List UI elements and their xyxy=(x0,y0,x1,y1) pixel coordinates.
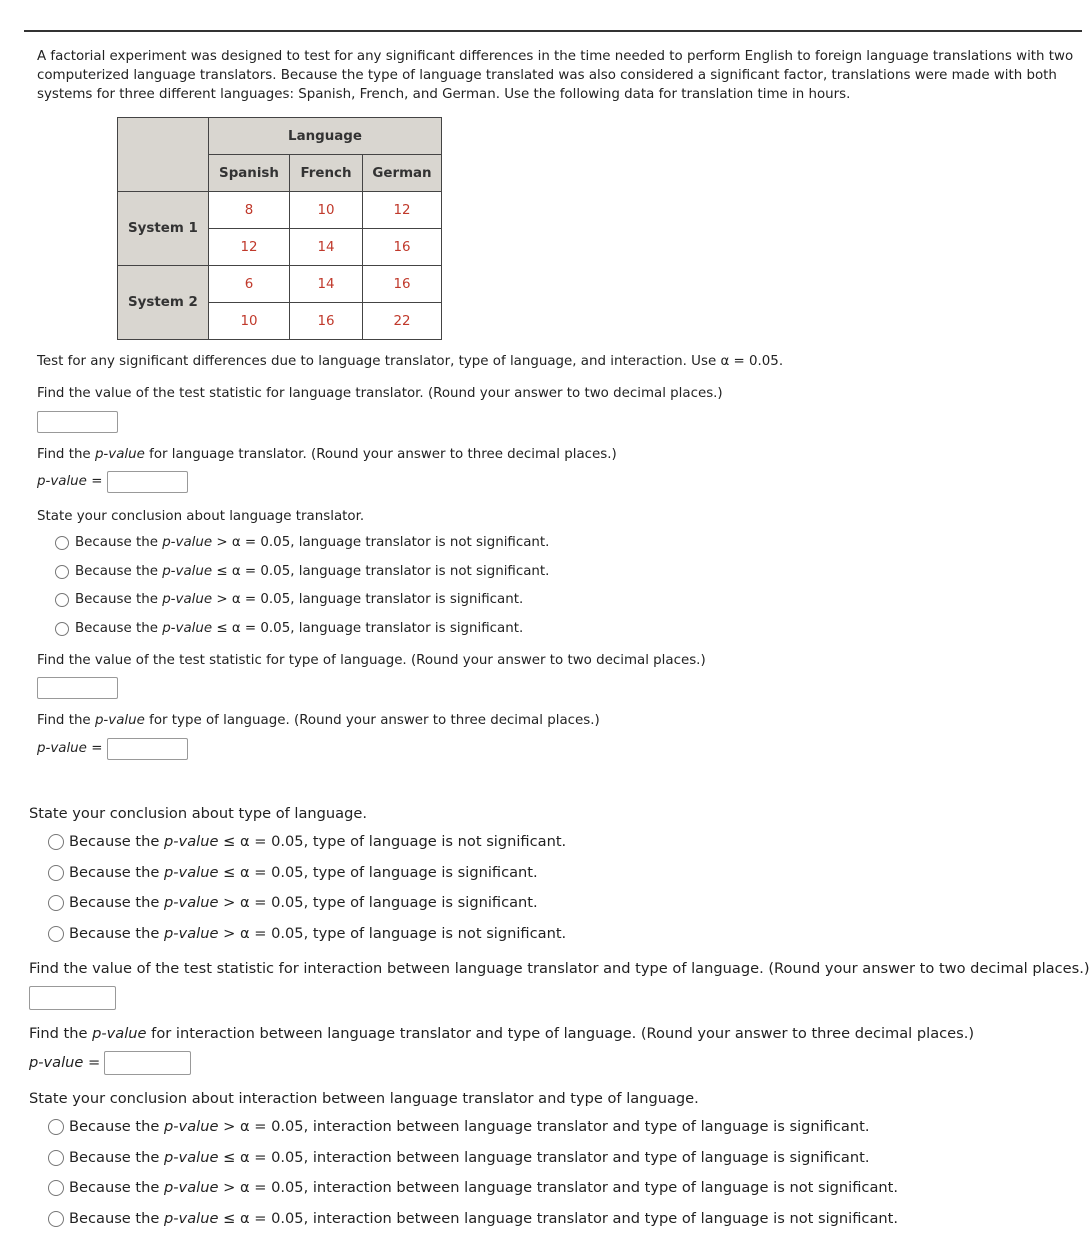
translator-conclusion-question: State your conclusion about language translator. xyxy=(37,509,365,524)
translator-option-1-radio[interactable] xyxy=(55,536,69,550)
translator-option-3[interactable]: Because the p-value > α = 0.05, language translator is significant. xyxy=(75,592,524,607)
translator-pvalue-question: Find the p-value for language translator. (Round your answer to three decimal places.) xyxy=(37,447,617,462)
interaction-conclusion-question: State your conclusion about interaction between language translator and type of language. xyxy=(29,1090,699,1107)
table-cell: 22 xyxy=(363,303,442,340)
table-cell: 10 xyxy=(209,303,290,340)
interaction-option-2-radio[interactable] xyxy=(48,1150,64,1166)
translator-pvalue-input[interactable] xyxy=(107,471,188,493)
translator-option-1[interactable]: Because the p-value > α = 0.05, language translator is not significant. xyxy=(75,535,550,550)
language-option-1[interactable]: Because the p-value ≤ α = 0.05, type of language is not significant. xyxy=(69,833,567,850)
translator-option-4-radio[interactable] xyxy=(55,622,69,636)
translator-option-3-radio[interactable] xyxy=(55,593,69,607)
interaction-option-3[interactable]: Because the p-value > α = 0.05, interaction between language translator and type of language is not significant. xyxy=(69,1179,898,1196)
table-cell: 16 xyxy=(290,303,363,340)
table-cell: 12 xyxy=(209,229,290,266)
col-german: German xyxy=(363,155,442,192)
interaction-pvalue-input[interactable] xyxy=(104,1051,191,1075)
language-conclusion-question: State your conclusion about type of language. xyxy=(29,805,368,822)
language-option-1-radio[interactable] xyxy=(48,834,64,850)
table-cell: 12 xyxy=(363,192,442,229)
problem-intro: A factorial experiment was designed to test for any significant differences in the time needed to perform English to foreign language translations with two computerized language translators. Because the type of language translated was also considered a significant factor, translations were made with both systems for three different languages: Spanish, French, and German. Use the following data for translation time in hours. xyxy=(37,49,1074,102)
interaction-option-4-radio[interactable] xyxy=(48,1211,64,1227)
table-cell: 14 xyxy=(290,266,363,303)
row-system-2: System 2 xyxy=(118,266,209,340)
table-cell: 14 xyxy=(290,229,363,266)
interaction-stat-question: Find the value of the test statistic for interaction between language translator and type of language. (Round your answer to two decimal places.) xyxy=(29,960,1090,977)
interaction-pvalue-question: Find the p-value for interaction between language translator and type of language. (Round your answer to three decimal places.) xyxy=(29,1025,975,1042)
language-option-2-radio[interactable] xyxy=(48,865,64,881)
language-stat-input[interactable] xyxy=(37,677,118,699)
translator-stat-question: Find the value of the test statistic for language translator. (Round your answer to two decimal places.) xyxy=(37,386,723,401)
language-option-4-radio[interactable] xyxy=(48,926,64,942)
language-pvalue-input[interactable] xyxy=(107,738,188,760)
language-option-4[interactable]: Because the p-value > α = 0.05, type of language is not significant. xyxy=(69,925,567,942)
test-instructions: Test for any significant differences due to language translator, type of language, and interaction. Use α = 0.05. xyxy=(37,354,784,369)
table-corner xyxy=(118,118,209,192)
col-french: French xyxy=(290,155,363,192)
table-cell: 16 xyxy=(363,266,442,303)
language-option-3-radio[interactable] xyxy=(48,895,64,911)
language-option-3[interactable]: Because the p-value > α = 0.05, type of language is significant. xyxy=(69,894,538,911)
interaction-option-2[interactable]: Because the p-value ≤ α = 0.05, interaction between language translator and type of language is significant. xyxy=(69,1149,870,1166)
translator-option-2-radio[interactable] xyxy=(55,565,69,579)
language-pvalue-label: p-value = xyxy=(37,741,103,756)
interaction-option-4[interactable]: Because the p-value ≤ α = 0.05, interaction between language translator and type of language is not significant. xyxy=(69,1210,898,1227)
interaction-option-1[interactable]: Because the p-value > α = 0.05, interaction between language translator and type of language is significant. xyxy=(69,1118,870,1135)
table-cell: 8 xyxy=(209,192,290,229)
interaction-stat-input[interactable] xyxy=(29,986,116,1010)
table-cell: 10 xyxy=(290,192,363,229)
translator-option-2[interactable]: Because the p-value ≤ α = 0.05, language translator is not significant. xyxy=(75,564,550,579)
language-pvalue-question: Find the p-value for type of language. (Round your answer to three decimal places.) xyxy=(37,713,600,728)
interaction-option-1-radio[interactable] xyxy=(48,1119,64,1135)
translator-option-4[interactable]: Because the p-value ≤ α = 0.05, language translator is significant. xyxy=(75,621,524,636)
top-divider xyxy=(24,30,1082,32)
translator-stat-input[interactable] xyxy=(37,411,118,433)
interaction-pvalue-label: p-value = xyxy=(29,1054,101,1071)
table-cell: 6 xyxy=(209,266,290,303)
translator-pvalue-label: p-value = xyxy=(37,474,103,489)
data-table xyxy=(117,117,442,340)
interaction-option-3-radio[interactable] xyxy=(48,1180,64,1196)
language-stat-question: Find the value of the test statistic for type of language. (Round your answer to two decimal places.) xyxy=(37,653,706,668)
row-system-1: System 1 xyxy=(118,192,209,266)
language-header: Language xyxy=(209,118,442,155)
language-option-2[interactable]: Because the p-value ≤ α = 0.05, type of language is significant. xyxy=(69,864,538,881)
table-cell: 16 xyxy=(363,229,442,266)
col-spanish: Spanish xyxy=(209,155,290,192)
